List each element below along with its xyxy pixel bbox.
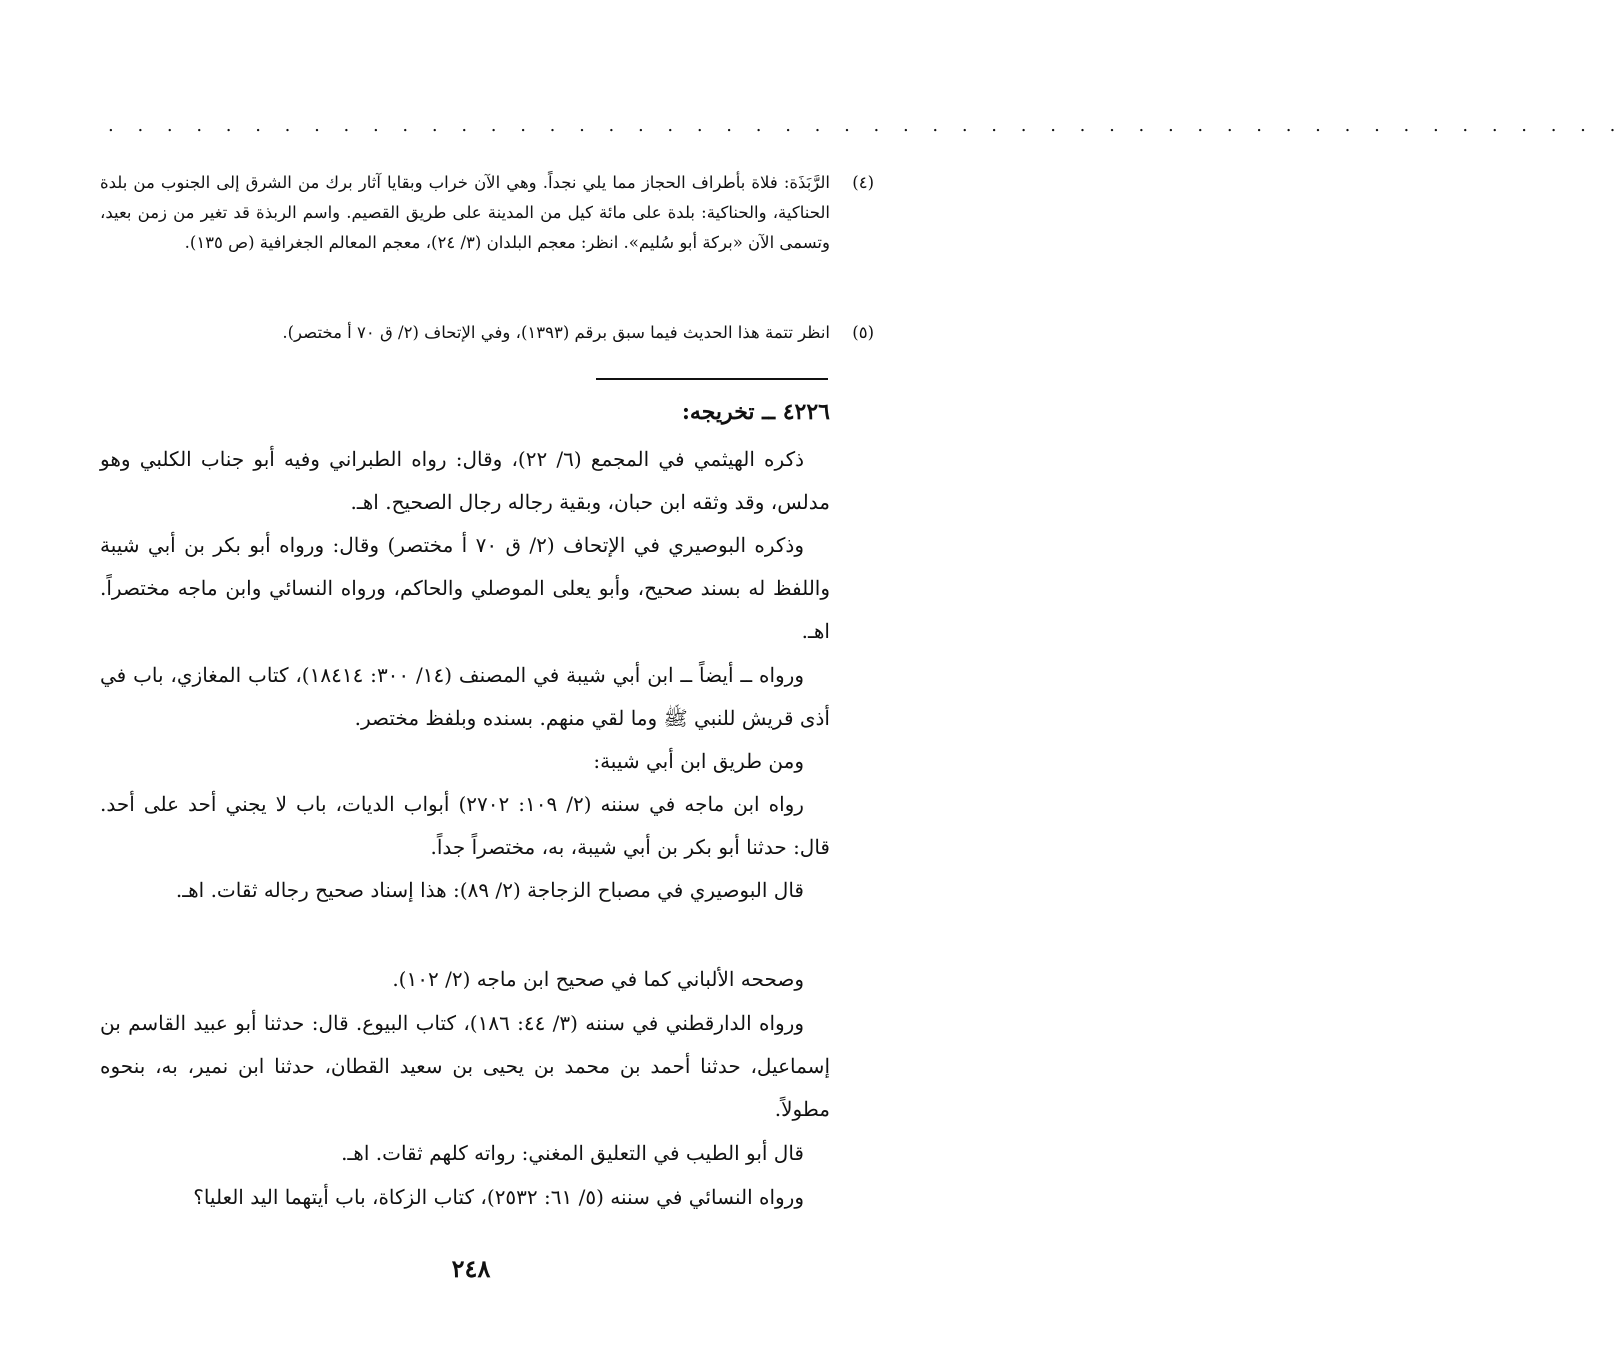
section-heading: ٤٢٢٦ ــ تخريجه:	[681, 399, 830, 425]
paragraph-6: قال البوصيري في مصباح الزجاجة (٢/ ٨٩): هذا إسناد صحيح رجاله ثقات. اهـ.	[175, 878, 804, 902]
paragraph-5: رواه ابن ماجه في سننه (٢/ ١٠٩: ٢٧٠٢) أبواب الديات، باب لا يجني أحد على أحد. قال: حدثنا أبو بكر بن أبي شيبة، به، مختصراً جداً.	[100, 792, 830, 859]
footnote-text: الرَّبَذَة: فلاة بأطراف الحجاز مما يلي نجداً. وهي الآن خراب وبقايا آثار برك من الشرق إلى الجنوب من بلدة الحناكية، والحناكية: بلدة على مائة كيل من المدينة على طريق القصيم. واسم الربذة قد تغير من زمن بعيد، وتسمى الآن «بركة أبو سُليم». انظر: معجم البلدان (٣/ ٢٤)، معجم المعالم الجغرافية (ص ١٣٥).	[100, 173, 830, 252]
paragraph-7: وصححه الألباني كما في صحيح ابن ماجه (٢/ ١٠٢).	[392, 967, 804, 991]
footnote-text: انظر تتمة هذا الحديث فيما سبق برقم (١٣٩٣)، وفي الإتحاف (٢/ ق ٧٠ أ مختصر).	[282, 323, 830, 342]
footnote-number: (٤)	[852, 173, 874, 192]
section-rule	[596, 378, 828, 380]
footnote-4	[100, 168, 874, 258]
page-number: ٢٤٨	[451, 1254, 491, 1283]
footnote-number: (٥)	[852, 323, 874, 342]
paragraph-10: ورواه النسائي في سننه (٥/ ٦١: ٢٥٣٢)، كتاب الزكاة، باب أيتهما اليد العليا؟	[193, 1185, 804, 1209]
paragraph-4: ومن طريق ابن أبي شيبة:	[593, 749, 804, 773]
paragraph-8: ورواه الدارقطني في سننه (٣/ ٤٤: ١٨٦)، كتاب البيوع. قال: حدثنا أبو عبيد القاسم بن إسماعيل، حدثنا أحمد بن محمد بن يحيى بن سعيد القطان، حدثنا ابن نمير، به، بنحوه مطولاً.	[100, 1011, 830, 1121]
paragraph-2: وذكره البوصيري في الإتحاف (٢/ ق ٧٠ أ مختصر) وقال: ورواه أبو بكر بن أبي شيبة واللفظ له بسند صحيح، وأبو يعلى الموصلي والحاكم، ورواه النسائي وابن ماجه مختصراً. اهـ.	[100, 533, 830, 643]
separator-dots: . . . . . . . . . . . . . . . . . . . . . . . . . . . . . . . . . . . . . . . . . . . . . . . . . . . .	[108, 115, 1624, 136]
paragraph-1: ذكره الهيثمي في المجمع (٦/ ٢٢)، وقال: رواه الطبراني وفيه أبو جناب الكلبي وهو مدلس، وقد وثقه ابن حبان، وبقية رجاله رجال الصحيح. اهـ.	[100, 447, 830, 514]
paragraph-3: ورواه ــ أيضاً ــ ابن أبي شيبة في المصنف (١٤/ ٣٠٠: ١٨٤١٤)، كتاب المغازي، باب في أذى قريش للنبي ﷺ وما لقي منهم. بسنده وبلفظ مختصر.	[100, 663, 830, 730]
paragraph-9: قال أبو الطيب في التعليق المغني: رواته كلهم ثقات. اهـ.	[341, 1141, 804, 1165]
footnote-5	[100, 318, 874, 348]
